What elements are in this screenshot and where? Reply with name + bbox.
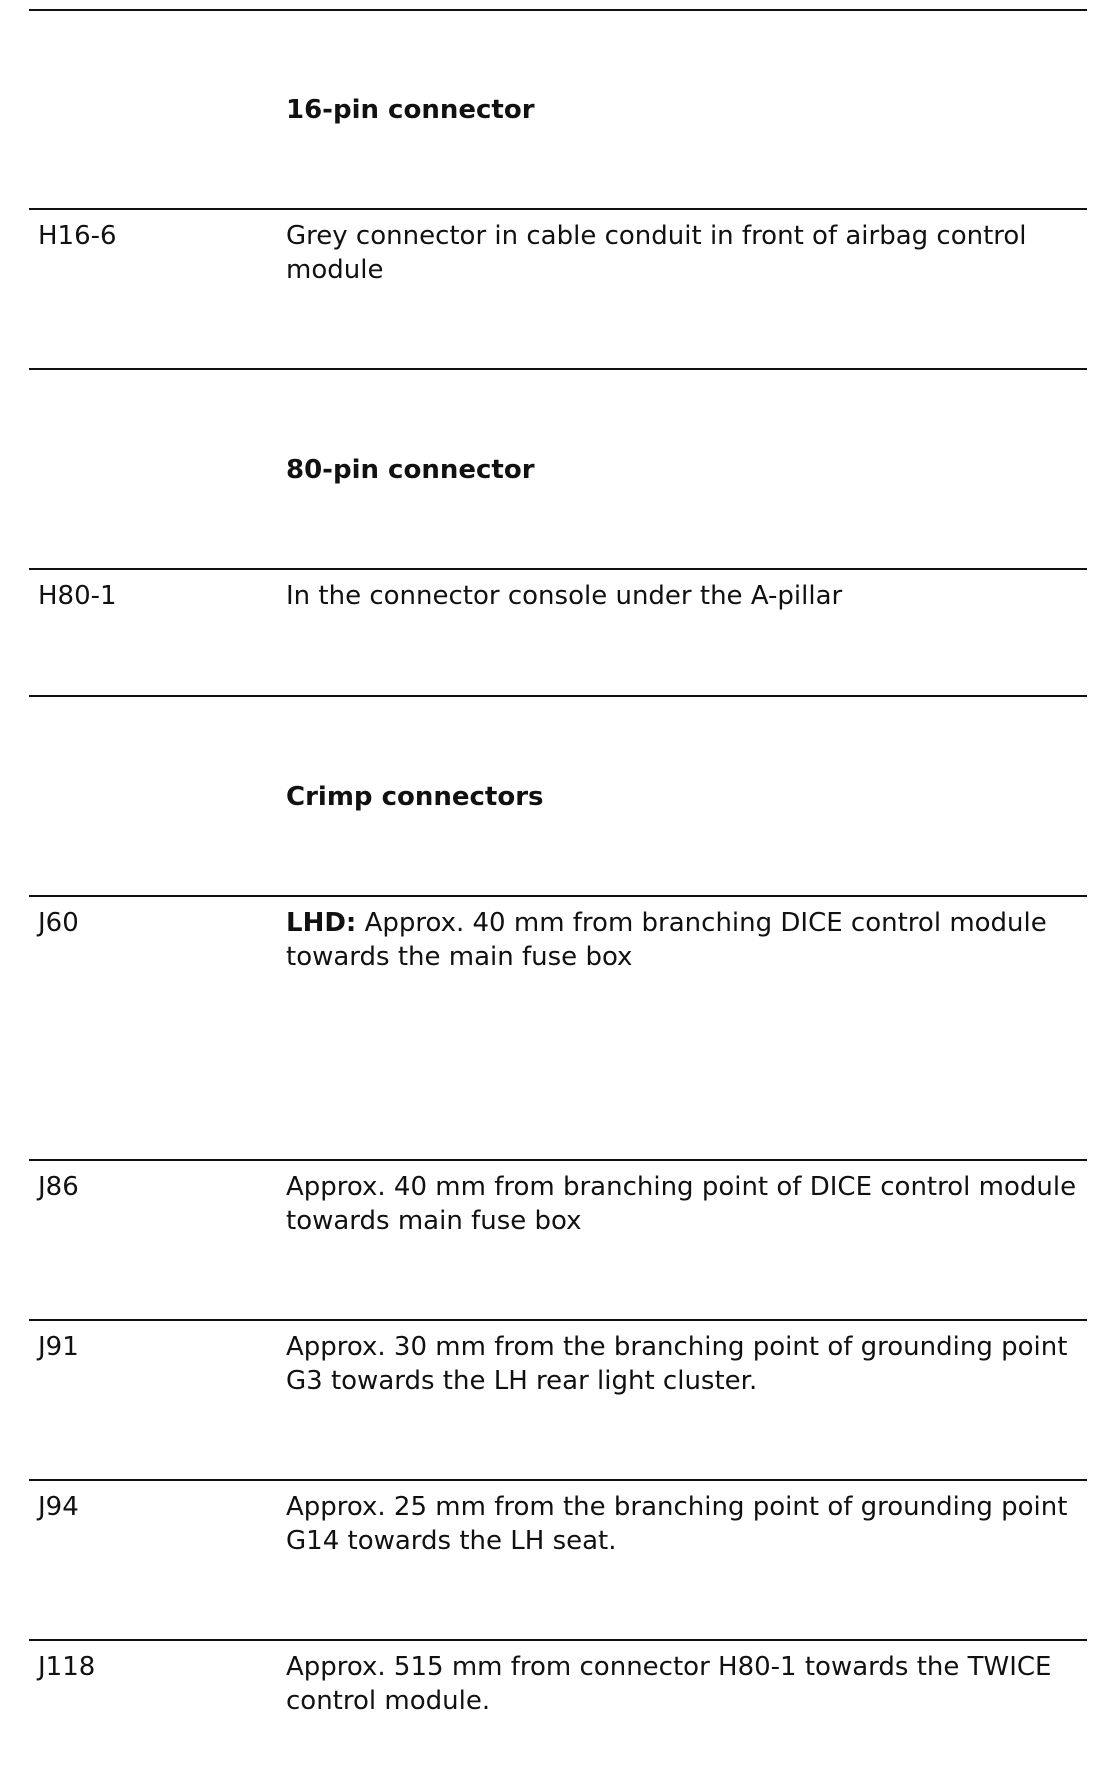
- connector-location: Grey connector in cable conduit in front of airbag control module: [286, 221, 1027, 285]
- connector-code: J60: [38, 908, 79, 938]
- section-heading-crimp: Crimp connectors: [286, 782, 544, 812]
- row-divider: [29, 1319, 1087, 1321]
- row-divider: [29, 1159, 1087, 1161]
- connector-code: J86: [38, 1172, 79, 1202]
- connector-location: In the connector console under the A-pillar: [286, 581, 843, 611]
- connector-code: J94: [38, 1492, 79, 1522]
- row-divider: [29, 895, 1087, 897]
- connector-code: H80-1: [38, 581, 117, 611]
- location-text: Approx. 40 mm from branching DICE control module towards the main fuse box: [286, 908, 1047, 972]
- section-heading-16-pin: 16-pin connector: [286, 95, 535, 125]
- connector-location: [286, 906, 1086, 974]
- connector-code: J91: [38, 1332, 79, 1362]
- section-heading-80-pin: 80-pin connector: [286, 455, 535, 485]
- row-divider: [29, 568, 1087, 570]
- connector-location: Approx. 25 mm from the branching point of grounding point G14 towards the LH seat.: [286, 1492, 1068, 1556]
- row-divider: [29, 1639, 1087, 1641]
- connector-code: H16-6: [38, 221, 117, 251]
- connector-location: Approx. 515 mm from connector H80-1 towards the TWICE control module.: [286, 1652, 1052, 1716]
- row-divider: [29, 208, 1087, 210]
- row-divider: [29, 695, 1087, 697]
- lhd-label: LHD:: [286, 908, 357, 938]
- table-top-rule: [29, 9, 1087, 11]
- row-divider: [29, 368, 1087, 370]
- connector-location: Approx. 40 mm from branching point of DICE control module towards main fuse box: [286, 1172, 1077, 1236]
- connector-location: Approx. 30 mm from the branching point of grounding point G3 towards the LH rear light cluster.: [286, 1332, 1068, 1396]
- row-divider: [29, 1479, 1087, 1481]
- connector-code: J118: [38, 1652, 96, 1682]
